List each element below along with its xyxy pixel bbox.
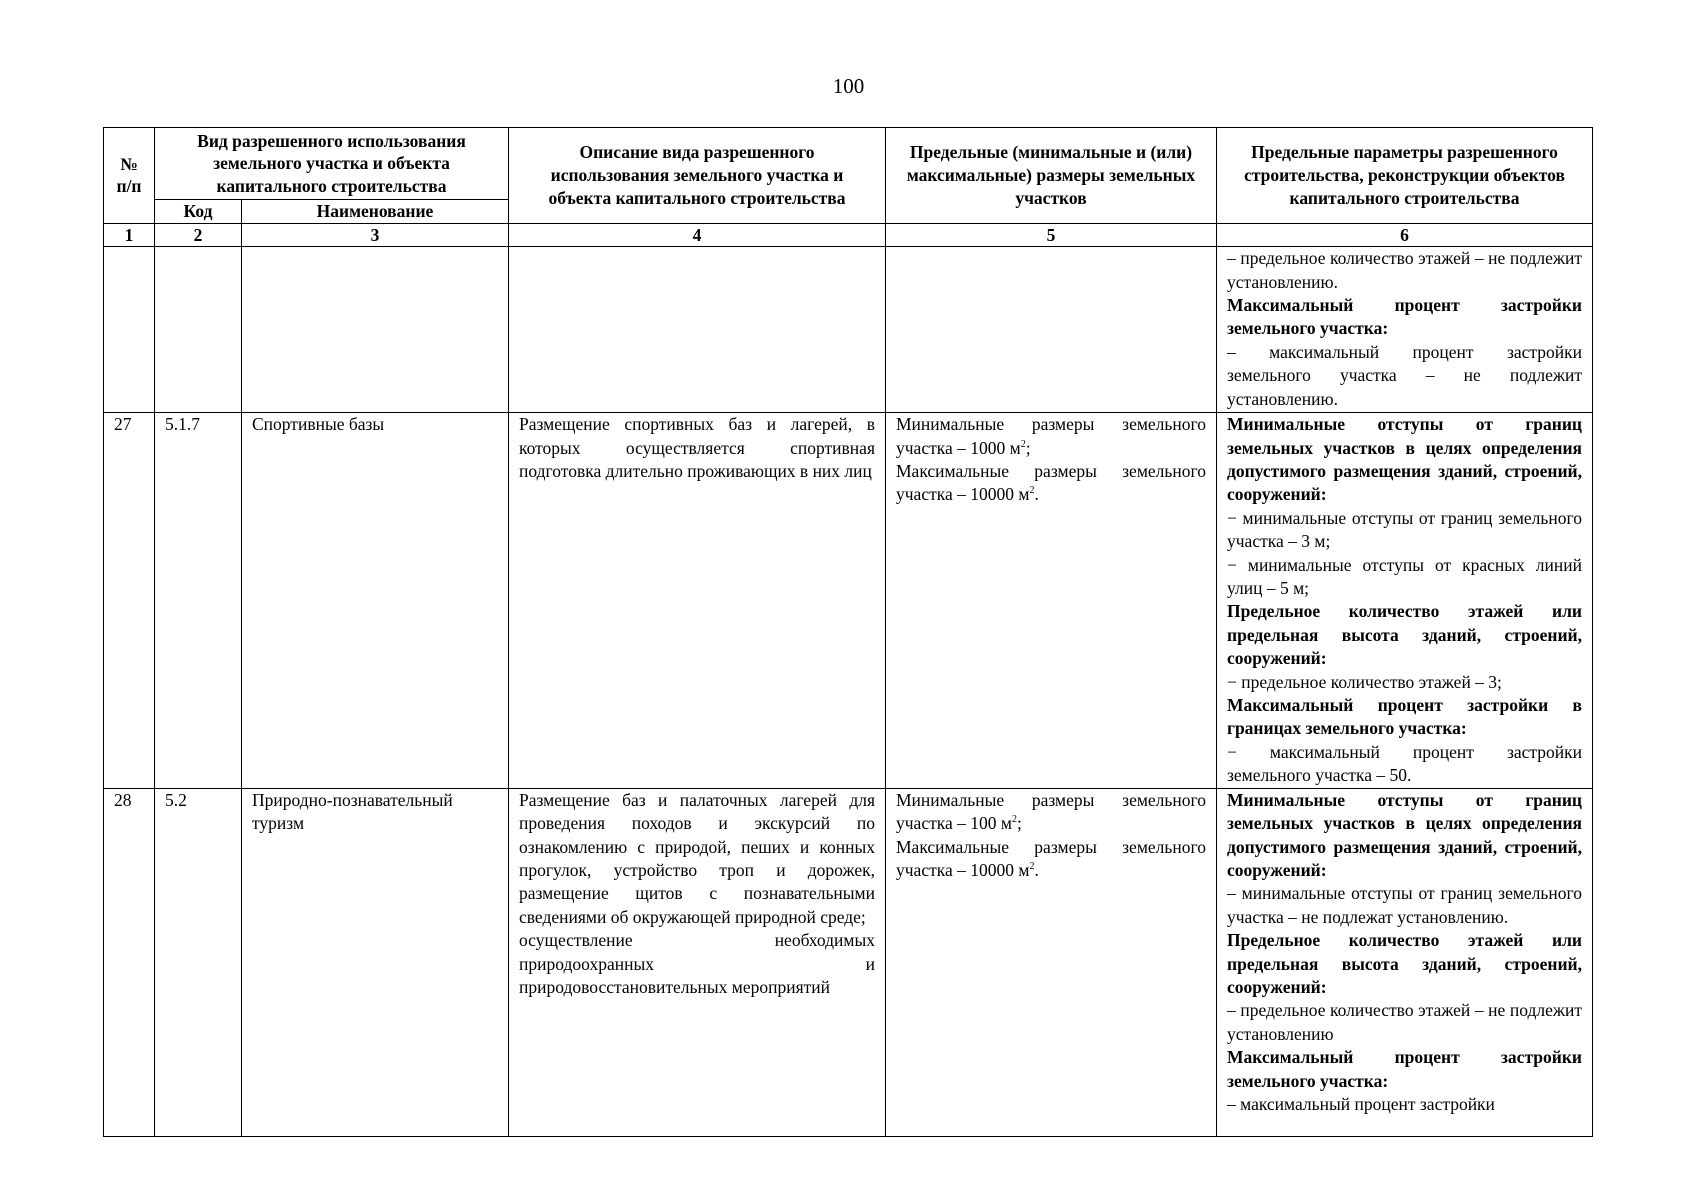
param-line: − минимальные отступы от границ земельного участка – 3 м; — [1227, 507, 1582, 552]
param-line: − минимальные отступы от красных линий улиц – 5 м; — [1227, 554, 1582, 599]
cell-code: 5.2 — [155, 788, 242, 1136]
header-name: Наименование — [242, 200, 509, 224]
description-text: Размещение баз и палаточных лагерей для проведения походов и экскурсий по ознакомлению с природой, пеших и конных прогулок, устройство троп и дорожек, размещение щитов с познавательными сведениями об окружающей природной среде; — [519, 789, 875, 927]
table-row — [104, 788, 1593, 1136]
size-max: Максимальные размеры земельного участка – 10000 $м^2$. — [896, 461, 1206, 505]
cell-name: Спортивные базы — [242, 413, 509, 789]
size-min: Минимальные размеры земельного участка – 100 $м^2$; — [896, 789, 1206, 834]
header-code: Код — [155, 200, 242, 224]
column-number: 3 — [242, 223, 509, 247]
cell-params — [1217, 413, 1593, 789]
cell-params — [1217, 247, 1593, 413]
cell-number: 28 — [104, 788, 155, 1136]
cell-code — [155, 247, 242, 413]
param-heading: Максимальный процент застройки в границах земельного участка: — [1227, 695, 1582, 739]
param-heading: Максимальный процент застройки земельного участка: — [1227, 295, 1582, 339]
param-heading: Предельное количество этажей или предельная высота зданий, строений, сооружений: — [1227, 601, 1582, 669]
param-line: – предельное количество этажей – не подлежит установлению. — [1227, 248, 1582, 292]
cell-sizes — [886, 413, 1217, 789]
description-text: Размещение спортивных баз и лагерей, в которых осуществляется спортивная подготовка длительно проживающих в них лиц — [519, 414, 875, 481]
param-heading: Максимальный процент застройки земельного участка: — [1227, 1047, 1582, 1091]
param-line: – минимальные отступы от границ земельного участка – не подлежат установлению. — [1227, 883, 1582, 927]
header-construction-params: Предельные параметры разрешенного строительства, реконструкции объектов капитального строительства — [1217, 128, 1593, 224]
cell-description — [509, 247, 886, 413]
cell-description — [509, 788, 886, 1136]
param-line: − максимальный процент застройки земельного участка – 50. — [1227, 741, 1582, 786]
column-number: 4 — [509, 223, 886, 247]
header-description: Описание вида разрешенного использования земельного участка и объекта капитального строительства — [509, 128, 886, 224]
page-number: 100 — [832, 74, 865, 98]
cell-code: 5.1.7 — [155, 413, 242, 789]
table-row-continuation — [104, 247, 1593, 413]
table-row — [104, 413, 1593, 789]
size-max: Максимальные размеры земельного участка – 10000 $м^2$. — [896, 836, 1206, 880]
param-line: – предельное количество этажей – не подлежит установлению — [1227, 1000, 1582, 1044]
cell-name — [242, 247, 509, 413]
param-heading: Минимальные отступы от границ земельных участков в целях определения допустимого размещения зданий, строений, сооружений: — [1227, 414, 1582, 505]
column-number: 1 — [104, 223, 155, 247]
cell-params — [1217, 788, 1593, 1136]
column-number: 5 — [886, 223, 1217, 247]
cell-number: 27 — [104, 413, 155, 789]
land-use-table — [103, 127, 1593, 1137]
param-line: – максимальный процент застройки — [1227, 1093, 1495, 1114]
param-line: – максимальный процент застройки земельного участка – не подлежит установлению. — [1227, 341, 1582, 409]
size-min: Минимальные размеры земельного участка – 1000 $м^2$; — [896, 414, 1206, 458]
description-text: осуществление необходимых природоохранных и природовосстановительных мероприятий — [519, 930, 875, 997]
header-use-type: Вид разрешенного использования земельного участка и объекта капитального строительства — [155, 128, 509, 200]
cell-name: Природно-познавательный туризм — [242, 788, 509, 1136]
header-plot-sizes: Предельные (минимальные и (или) максимальные) размеры земельных участков — [886, 128, 1217, 224]
column-number: 6 — [1217, 223, 1593, 247]
cell-number — [104, 247, 155, 413]
param-heading: Минимальные отступы от границ земельных участков в целях определения допустимого размещения зданий, строений, сооружений: — [1227, 789, 1582, 880]
cell-sizes — [886, 247, 1217, 413]
param-heading: Предельное количество этажей или предельная высота зданий, строений, сооружений: — [1227, 930, 1582, 997]
header-number: № п/п — [104, 128, 155, 224]
param-line: − предельное количество этажей – 3; — [1227, 671, 1502, 692]
column-number: 2 — [155, 223, 242, 247]
cell-sizes — [886, 788, 1217, 1136]
cell-description — [509, 413, 886, 789]
